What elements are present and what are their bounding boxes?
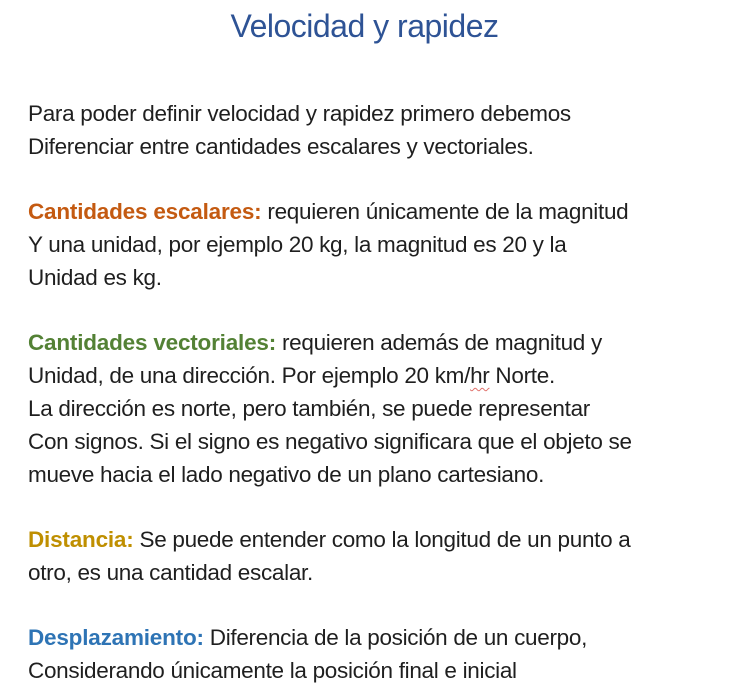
text-run: otro, es una cantidad escalar. [28,560,313,585]
text-run: requieren únicamente de la magnitud [261,199,629,224]
distance-label: Distancia: [28,527,134,552]
text-run: Diferencia de la posición de un cuerpo, [203,625,588,650]
intro-paragraph [28,97,711,163]
text-run: mueve hacia el lado negativo de un plano cartesiano. [28,462,545,487]
text-run: Diferenciar entre cantidades escalares y vectoriales. [28,134,534,159]
vector-quantities-paragraph [28,326,711,491]
text-run: Se puede entender como la longitud de un punto a [133,527,631,552]
text-run: La dirección es norte, pero también, se puede representar [28,396,591,421]
displacement-label: Desplazamiento: [28,625,204,650]
text-run: Unidad, de una dirección. Por ejemplo 20 km/ [28,363,471,388]
text-run: Y una unidad, por ejemplo 20 kg, la magnitud es 20 y la [28,232,567,257]
text-run: requieren además de magnitud y [276,330,602,355]
text-run: Unidad es kg. [28,265,162,290]
vector-quantities-label: Cantidades vectoriales: [28,330,276,355]
scalar-quantities-label: Cantidades escalares: [28,199,262,224]
text-run: Con signos. Si el signo es negativo significara que el objeto se [28,429,632,454]
text-run: Para poder definir velocidad y rapidez primero debemos [28,101,571,126]
misspelled-word-hr: hr [470,363,490,388]
distance-paragraph [28,523,711,589]
scalar-quantities-paragraph [28,195,711,294]
page-title: Velocidad y rapidez [230,8,499,44]
document-body [0,97,729,687]
text-run: Considerando únicamente la posición final e inicial [28,658,517,683]
text-run: Norte. [489,363,555,388]
displacement-paragraph [28,621,711,687]
